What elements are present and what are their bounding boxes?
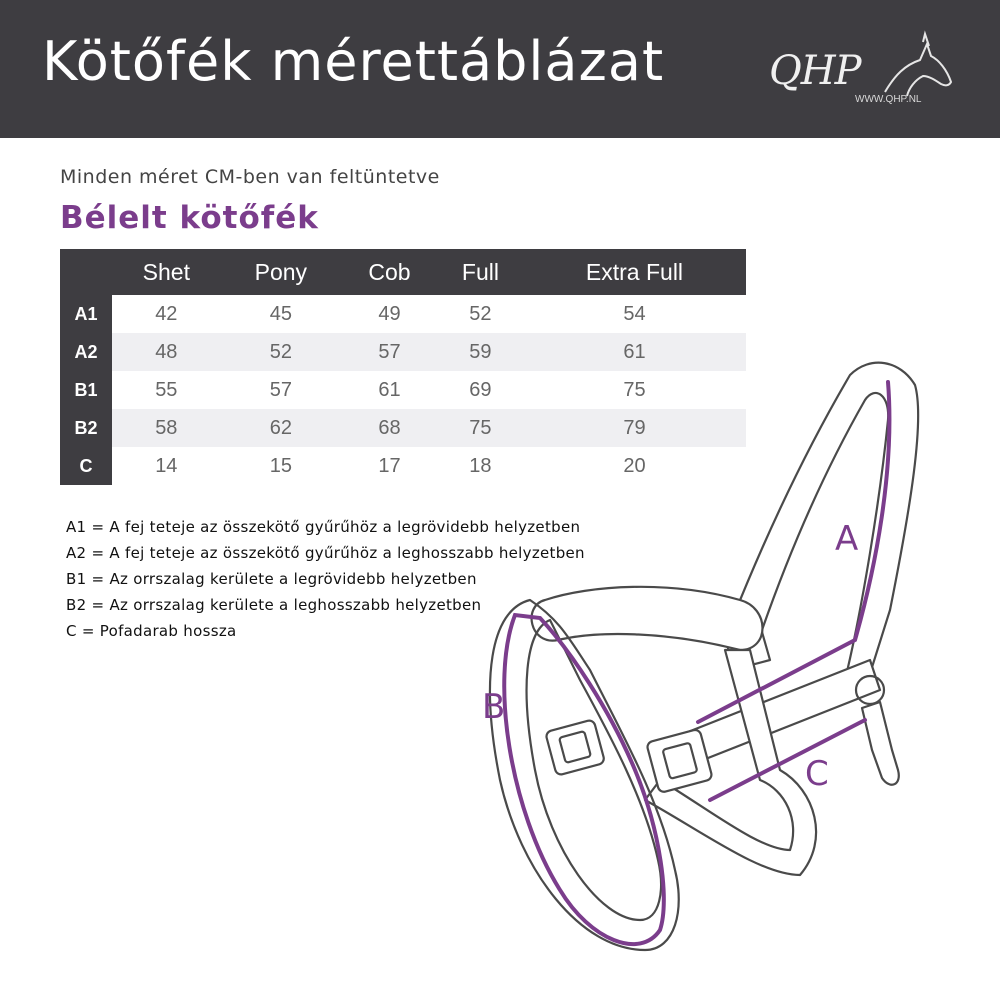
table-cell: 57 <box>221 371 341 409</box>
table-header-row <box>60 249 746 295</box>
buckle-left-inner <box>559 731 591 763</box>
page-title: Kötőfék mérettáblázat <box>42 30 665 93</box>
header-bar <box>0 0 1000 138</box>
table-corner <box>60 249 112 295</box>
table-cell: 45 <box>221 295 341 333</box>
table-cell: 52 <box>221 333 341 371</box>
table-cell: 75 <box>523 371 746 409</box>
row-label: A1 <box>60 295 112 333</box>
table-cell: 57 <box>341 333 438 371</box>
row-label: B1 <box>60 371 112 409</box>
logo-url: WWW.QHP.NL <box>855 94 922 105</box>
column-header: Full <box>438 249 523 295</box>
table-cell: 75 <box>438 409 523 447</box>
horse-head-icon <box>865 30 955 100</box>
column-header: Cob <box>341 249 438 295</box>
table-cell: 52 <box>438 295 523 333</box>
table-cell: 79 <box>523 409 746 447</box>
table-cell: 15 <box>221 447 341 485</box>
table-cell: 49 <box>341 295 438 333</box>
column-header: Extra Full <box>523 249 746 295</box>
table-cell: 17 <box>341 447 438 485</box>
legend-item: C = Pofadarab hossza <box>66 622 237 640</box>
column-header: Pony <box>221 249 341 295</box>
halter-diagram <box>470 350 1000 980</box>
legend-item: A1 = A fej teteje az összekötő gyűrűhöz a legrövidebb helyzetben <box>66 518 581 536</box>
row-label: B2 <box>60 409 112 447</box>
legend-item: A2 = A fej teteje az összekötő gyűrűhöz a leghosszabb helyzetben <box>66 544 585 562</box>
legend-item: B2 = Az orrszalag kerülete a leghosszabb helyzetben <box>66 596 482 614</box>
table-cell: 14 <box>112 447 221 485</box>
units-note: Minden méret CM-ben van feltüntetve <box>60 166 440 188</box>
nose-loop <box>490 600 679 950</box>
snap-hook <box>862 702 899 785</box>
column-header: Shet <box>112 249 221 295</box>
table-cell: 42 <box>112 295 221 333</box>
legend-item: B1 = Az orrszalag kerülete a legrövidebb helyzetben <box>66 570 477 588</box>
table-cell: 68 <box>341 409 438 447</box>
table-cell: 61 <box>341 371 438 409</box>
table-cell: 58 <box>112 409 221 447</box>
table-cell: 20 <box>523 447 746 485</box>
noseband-strap <box>532 587 763 650</box>
label-c: C <box>805 754 829 794</box>
table-row <box>60 295 746 333</box>
label-a: A <box>835 519 859 559</box>
table-cell: 61 <box>523 333 746 371</box>
table-cell: 69 <box>438 371 523 409</box>
section-title: Bélelt kötőfék <box>60 200 319 236</box>
label-b: B <box>482 687 506 727</box>
table-cell: 18 <box>438 447 523 485</box>
row-label: C <box>60 447 112 485</box>
table-cell: 62 <box>221 409 341 447</box>
table-cell: 54 <box>523 295 746 333</box>
row-label: A2 <box>60 333 112 371</box>
logo-text: QHP <box>769 48 861 94</box>
qhp-logo <box>765 30 955 110</box>
table-cell: 59 <box>438 333 523 371</box>
table-cell: 48 <box>112 333 221 371</box>
buckle-center-inner <box>663 743 698 779</box>
table-cell: 55 <box>112 371 221 409</box>
